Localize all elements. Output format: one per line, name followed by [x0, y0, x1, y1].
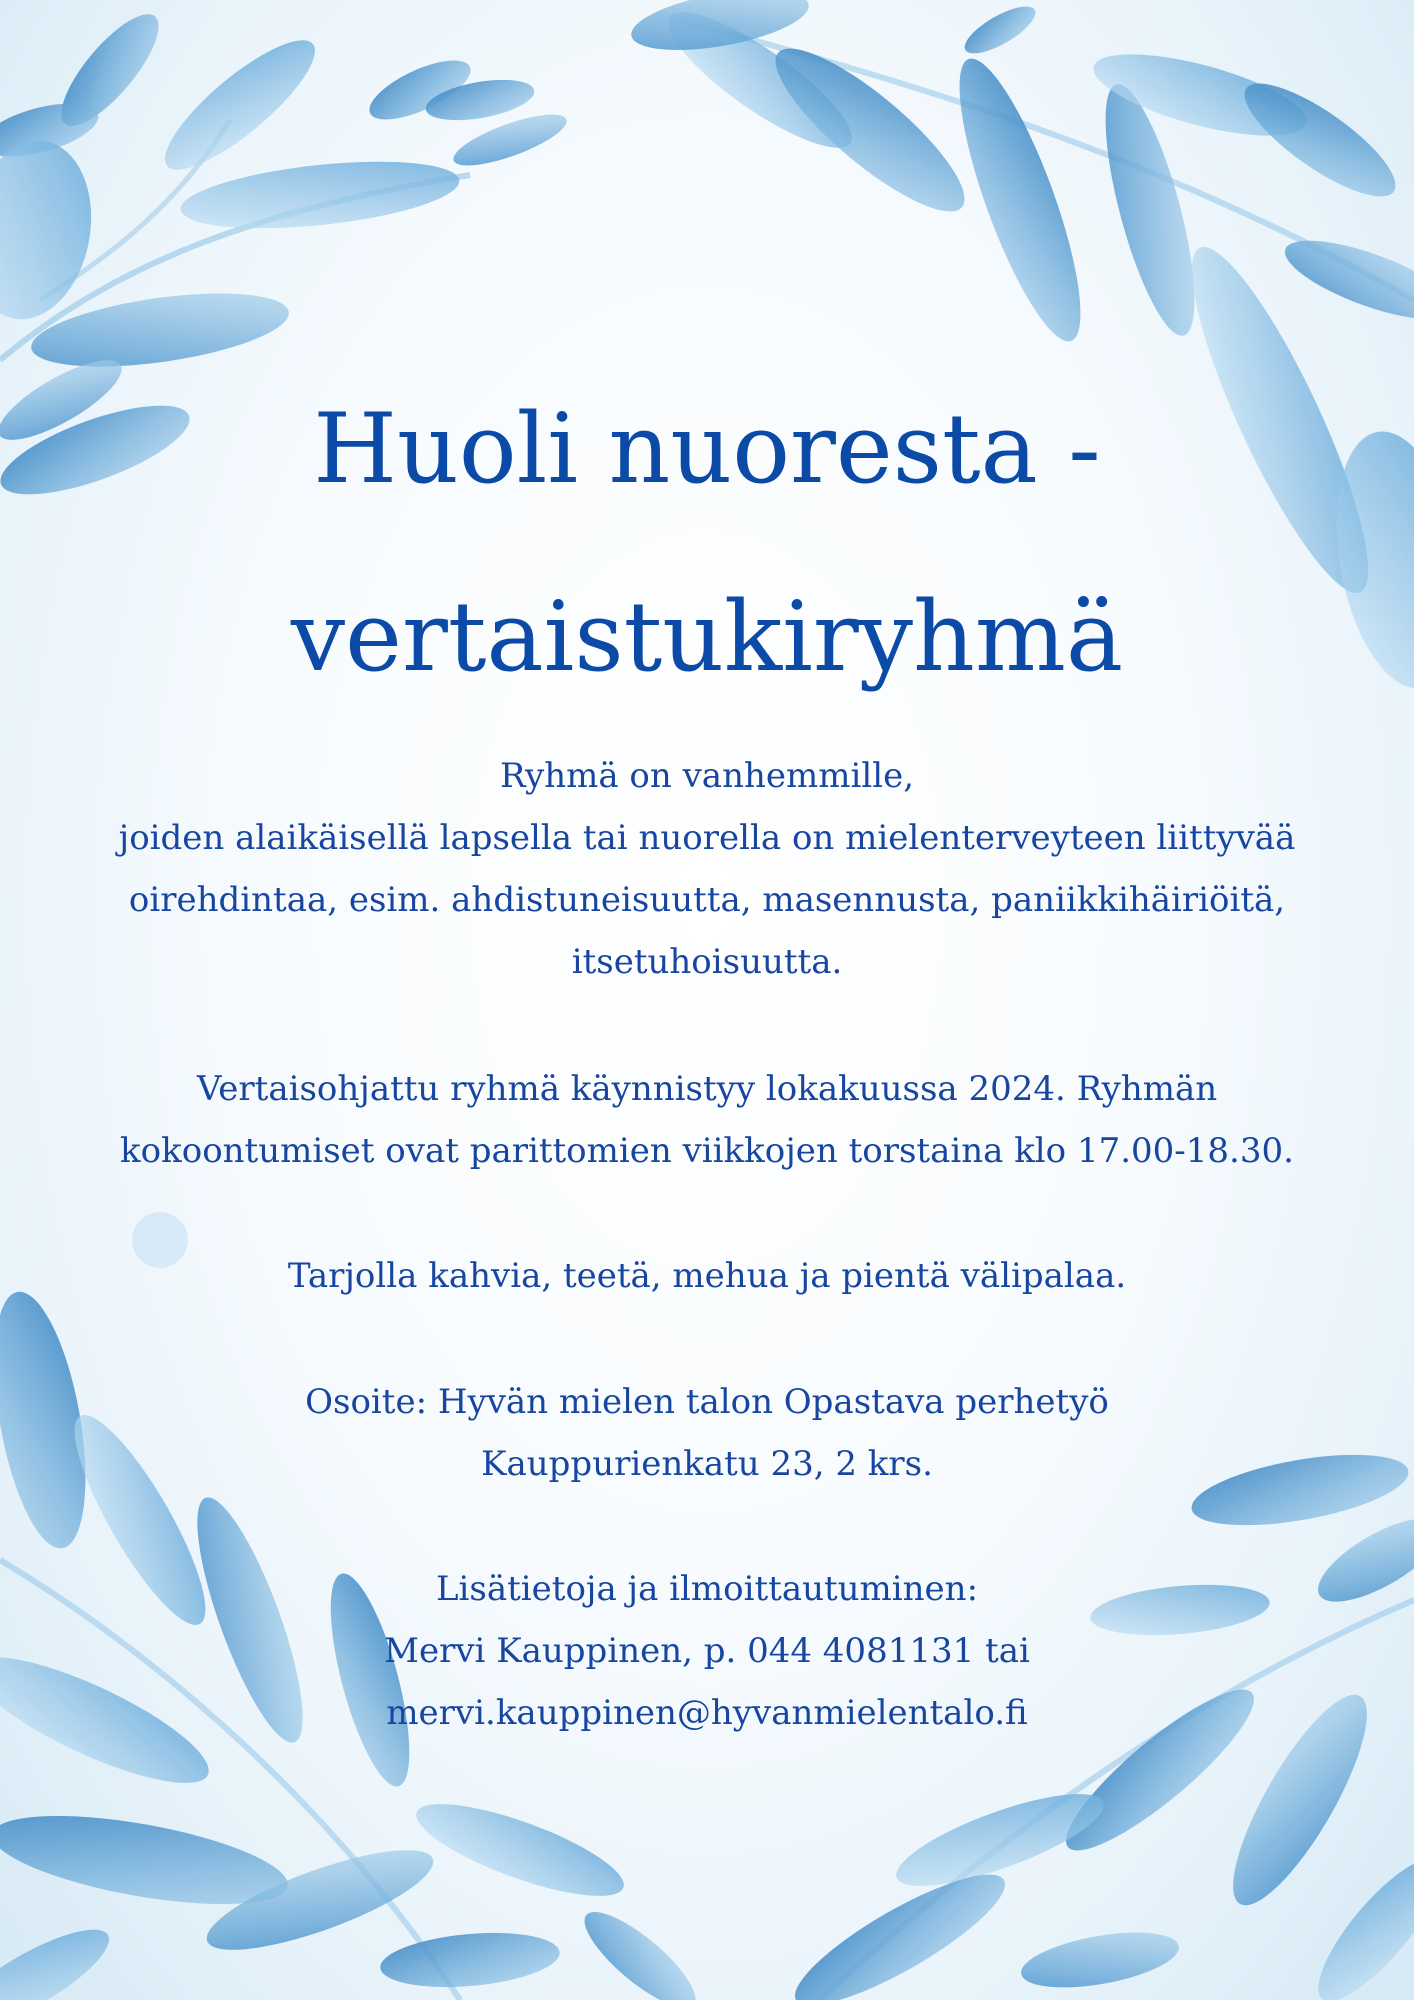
title-line-1: Huoli nuoresta - [313, 393, 1101, 505]
address-line-2: Kauppurienkatu 23, 2 krs. [481, 1444, 933, 1484]
address-line-1: Osoite: Hyvän mielen talon Opastava perhetyö [305, 1382, 1109, 1422]
refreshments-line-1: Tarjolla kahvia, teetä, mehua ja pientä välipalaa. [287, 1256, 1127, 1296]
refreshments-paragraph [60, 1245, 1354, 1307]
intro-line-3: oirehdintaa, esim. ahdistuneisuutta, masennusta, paniikkihäiriöitä, [128, 880, 1286, 920]
intro-line-2: joiden alaikäisellä lapsella tai nuorella on mielenterveyteen liittyvää [118, 818, 1296, 858]
schedule-line-2: kokoontumiset ovat parittomien viikkojen torstaina klo 17.00-18.30. [120, 1131, 1294, 1171]
contact-phone: Mervi Kauppinen, p. 044 4081131 tai [384, 1631, 1030, 1671]
intro-paragraph [60, 745, 1354, 993]
contact-line-1: Lisätietoja ja ilmoittautuminen: [435, 1569, 979, 1609]
title-line-2: vertaistukiryhmä [290, 581, 1124, 693]
page-title [0, 355, 1414, 731]
address-paragraph [60, 1371, 1354, 1495]
intro-line-1: Ryhmä on vanhemmille, [499, 756, 915, 796]
schedule-paragraph [60, 1058, 1354, 1182]
schedule-line-1: Vertaisohjattu ryhmä käynnistyy lokakuussa 2024. Ryhmän [196, 1069, 1218, 1109]
intro-line-4: itsetuhoisuutta. [571, 942, 843, 982]
contact-paragraph [60, 1558, 1354, 1744]
contact-email[interactable]: mervi.kauppinen@hyvanmielentalo.fi [386, 1693, 1028, 1733]
